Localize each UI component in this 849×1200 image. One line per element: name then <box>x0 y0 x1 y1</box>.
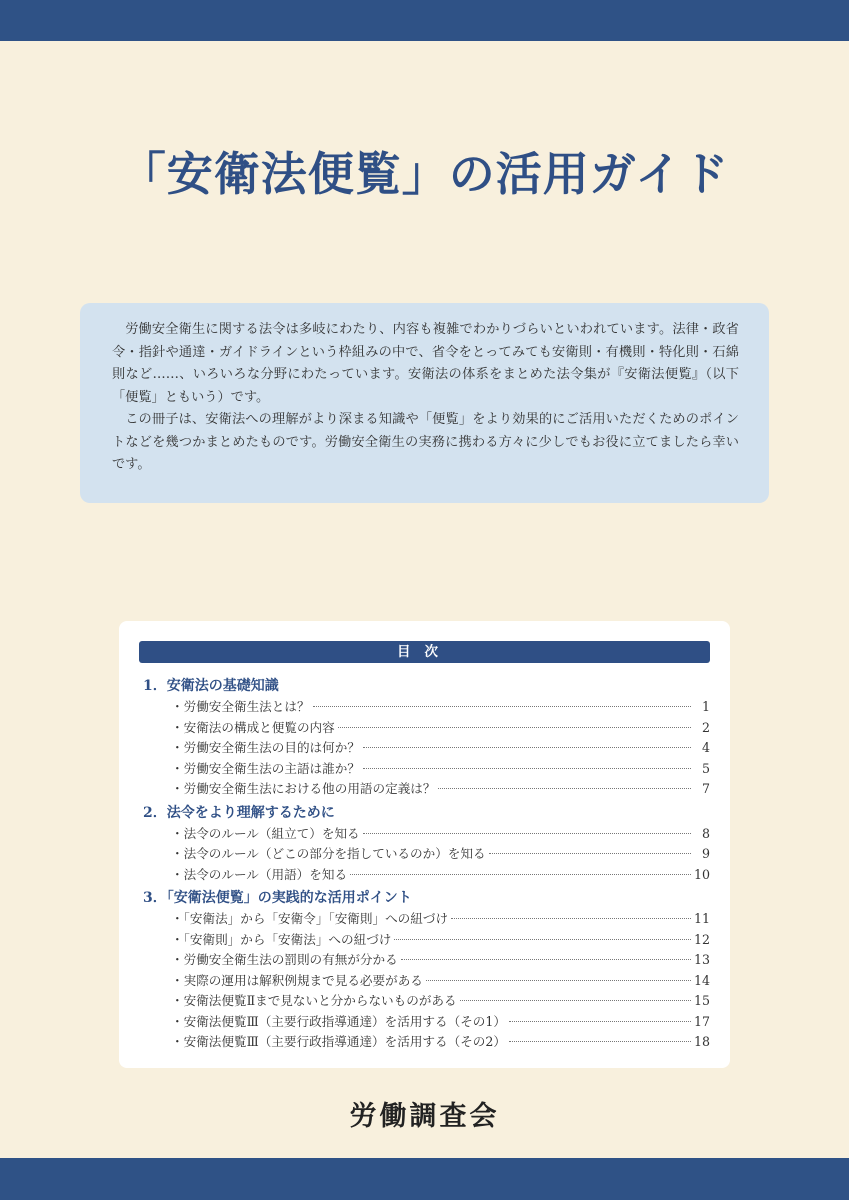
intro-box <box>80 303 769 503</box>
toc-entry[interactable] <box>139 909 710 930</box>
toc-entry[interactable] <box>139 697 710 718</box>
toc-entry[interactable] <box>139 718 710 739</box>
intro-paragraph: この冊子は、安衛法への理解がより深まる知識や「便覧」をより効果的にご活用いただくためのポイントなどを幾つかまとめたものです。労働安全衛生の実務に携わる方々に少しでもお役に立てましたら幸いです。 <box>112 412 739 472</box>
toc-entry-label: ・労働安全衛生法の罰則の有無が分かる <box>171 952 398 967</box>
dot-leader <box>363 747 691 748</box>
toc-entry[interactable] <box>139 865 710 886</box>
toc-section-title: 2．法令をより理解するために <box>143 804 335 821</box>
table-of-contents <box>119 621 730 1068</box>
toc-page-number: 13 <box>694 952 711 967</box>
toc-section-title: 1．安衛法の基礎知識 <box>143 678 279 694</box>
toc-page-number: 4 <box>701 740 710 755</box>
page-title: 「安衛法便覧」の活用ガイド <box>119 147 730 201</box>
toc-section-title: 3．「安衛法便覧」の実践的な活用ポイント <box>143 890 412 906</box>
toc-entry[interactable] <box>139 950 710 971</box>
toc-entry-label: ・法令のルール（用語）を知る <box>171 866 348 882</box>
toc-page-number: 2 <box>701 719 710 735</box>
toc-sections <box>139 676 710 1053</box>
toc-page-number: 11 <box>694 911 711 926</box>
dot-leader <box>394 939 691 940</box>
toc-page-number: 18 <box>694 1034 711 1049</box>
toc-entry-label: ・実際の運用は解釈例規まで見る必要がある <box>171 972 423 988</box>
toc-entry-label: ・安衛法の構成と便覧の内容 <box>171 719 335 735</box>
dot-leader <box>363 833 691 834</box>
toc-entry-label: ・労働安全衛生法における他の用語の定義は？ <box>171 781 436 796</box>
dot-leader <box>509 1041 691 1042</box>
toc-entry[interactable] <box>139 759 710 780</box>
dot-leader <box>451 918 691 919</box>
toc-entry[interactable] <box>139 738 710 759</box>
toc-page-number: 7 <box>701 781 710 796</box>
toc-entry-label: ・法令のルール（組立て）を知る <box>171 825 360 841</box>
toc-entry-label: ・安衛法便覧Ⅲ（主要行政指導通達）を活用する（その2） <box>171 1034 507 1049</box>
toc-page-number: 10 <box>694 866 711 882</box>
top-band <box>0 0 849 41</box>
toc-entry[interactable] <box>139 930 710 951</box>
dot-leader <box>509 1021 691 1022</box>
dot-leader <box>401 959 691 960</box>
dot-leader <box>438 788 691 789</box>
toc-entry-label: ・労働安全衛生法の目的は何か？ <box>171 740 360 755</box>
dot-leader <box>313 706 691 707</box>
dot-leader <box>426 980 691 981</box>
toc-entry-label: ・「安衛則」から「安衛法」への紐づけ <box>171 931 392 947</box>
publisher-name: 労働調査会 <box>349 1101 500 1132</box>
toc-entry-label: ・安衛法便覧Ⅱまで見ないと分からないものがある <box>171 993 457 1008</box>
toc-page-number: 9 <box>701 846 710 861</box>
intro-paragraph: 労働安全衛生に関する法令は多岐にわたり、内容も複雑でわかりづらいといわれています。法律・政省令・指針や通達・ガイドラインという枠組みの中で、省令をとってみても安衛則・有機則・特化則・石綿則など……、いろいろな分野にわたっています。安衛法の体系をまとめた法令集が『安衛法便覧』（以下「便覧」ともいう）です。 <box>112 322 739 405</box>
dot-leader <box>460 1000 691 1001</box>
toc-page-number: 14 <box>694 972 711 988</box>
toc-header: 目次 <box>139 641 710 663</box>
toc-entry-label: ・法令のルール（どこの部分を指しているのか）を知る <box>171 846 486 861</box>
toc-page-number: 12 <box>694 931 711 947</box>
toc-page-number: 1 <box>701 699 710 714</box>
toc-entry-label: ・「安衛法」から「安衛令」「安衛則」への紐づけ <box>171 911 449 926</box>
toc-entry-label: ・労働安全衛生法とは？ <box>171 699 310 714</box>
toc-entry[interactable] <box>139 779 710 800</box>
toc-entry[interactable] <box>139 844 710 865</box>
toc-page-number: 8 <box>701 825 710 841</box>
dot-leader <box>489 853 691 854</box>
dot-leader <box>338 727 691 728</box>
dot-leader <box>350 874 691 875</box>
toc-page-number: 17 <box>694 1013 711 1029</box>
toc-entry[interactable] <box>139 991 710 1012</box>
toc-entry[interactable] <box>139 1012 710 1033</box>
toc-entry[interactable] <box>139 1032 710 1053</box>
bottom-band <box>0 1158 849 1200</box>
dot-leader <box>363 768 691 769</box>
toc-entry[interactable] <box>139 971 710 992</box>
toc-entry[interactable] <box>139 824 710 845</box>
toc-page-number: 15 <box>694 993 711 1008</box>
toc-entry-label: ・安衛法便覧Ⅲ（主要行政指導通達）を活用する（その1） <box>171 1013 507 1029</box>
toc-entry-label: ・労働安全衛生法の主語は誰か？ <box>171 760 360 776</box>
toc-page-number: 5 <box>701 760 710 776</box>
